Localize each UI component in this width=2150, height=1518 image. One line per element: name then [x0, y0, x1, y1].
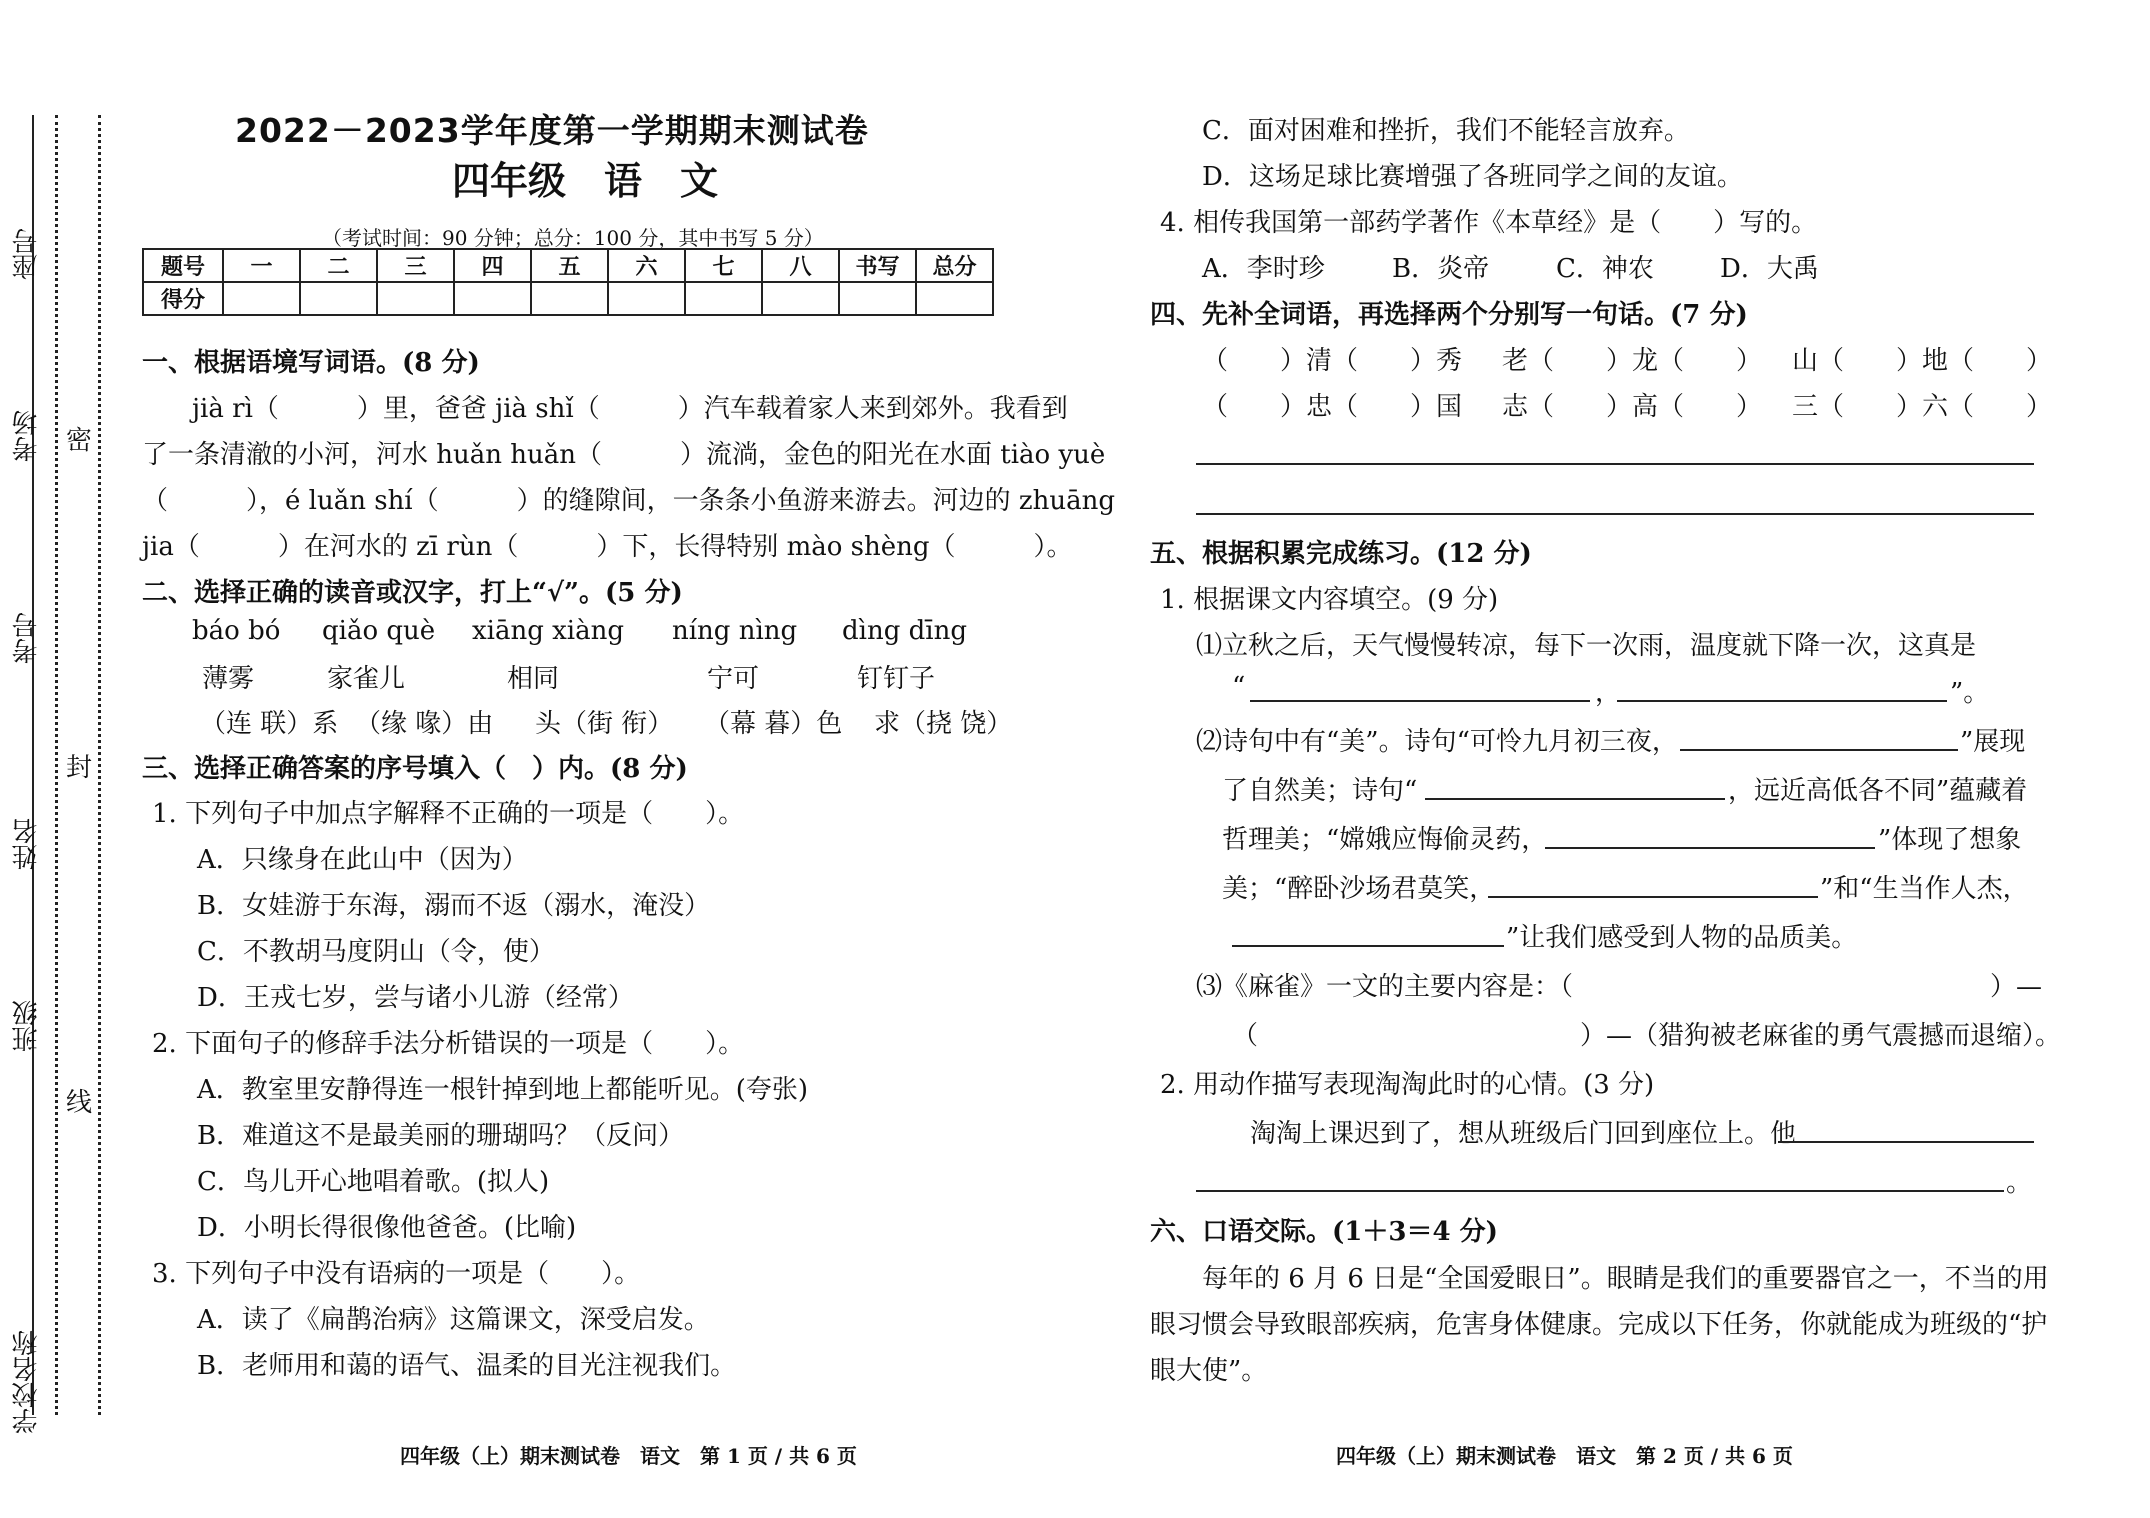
- s5-q2: 2. 用动作描写表现淘淘此时的心情。(3 分): [1160, 1070, 1655, 1100]
- s3-q3-option-c: C．面对困难和挫折，我们不能轻言放弃。: [1202, 116, 1690, 146]
- s3-q4-option-c: C．神农: [1556, 254, 1654, 284]
- exam-no-label: 考号: [12, 612, 42, 664]
- choice-3: 头（街 衔）: [535, 709, 674, 739]
- answer-line[interactable]: [1232, 945, 1504, 947]
- s3-q3-option-a: A．读了《扁鹊治病》这篇课文，深受启发。: [197, 1305, 710, 1335]
- s1-line-2: 了一条清澈的小河，河水 huǎn huǎn（ ）流淌，金色的阳光在水面 tiào yuè: [142, 440, 1106, 470]
- table-cell: 一: [223, 249, 300, 282]
- binding-rule: [32, 115, 34, 1415]
- table-cell: 二: [300, 249, 377, 282]
- binding-dotted-line-inner: [55, 115, 58, 1415]
- s3-q3-option-b: B．老师用和蔼的语气、温柔的目光注视我们。: [197, 1351, 737, 1381]
- answer-line[interactable]: [1196, 1190, 2004, 1192]
- s5-p2b-post: ，远近高低各不同”蕴藏着: [1728, 776, 2028, 806]
- s4-word-6: 三（ ）六（ ）: [1792, 392, 2053, 422]
- s5-p1-open-quote: “: [1232, 672, 1246, 702]
- s5-p2c-pre: 哲理美；“嫦娥应悔偷灵药，: [1222, 825, 1548, 855]
- s6-line-3: 眼大使”。: [1150, 1356, 1268, 1386]
- s5-p1-close: ”。: [1950, 678, 1990, 708]
- s3-q4-option-a: A．李时珍: [1202, 254, 1325, 284]
- word-5: 钉钉子: [857, 664, 936, 694]
- binding-xian: 线: [66, 1088, 93, 1118]
- s5-q2-end: 。: [2006, 1168, 2033, 1198]
- section-2-heading: 二、选择正确的读音或汉字，打上“√”。(5 分): [142, 578, 683, 608]
- answer-line[interactable]: [1617, 700, 1947, 702]
- pinyin-5: dìng dīng: [842, 616, 967, 646]
- s5-p2d-pre: 美；“醉卧沙场君莫笑，: [1222, 874, 1496, 904]
- section-3-heading: 三、选择正确答案的序号填入（ ）内。(8 分): [142, 754, 688, 784]
- table-cell: 三: [377, 249, 454, 282]
- s4-word-3: 山（ ）地（ ）: [1792, 346, 2053, 376]
- choice-4: （幕 暮）色: [704, 709, 843, 739]
- s3-q3: 3. 下列句子中没有语病的一项是（ ）。: [152, 1259, 641, 1289]
- table-cell: 六: [608, 249, 685, 282]
- s5-p2a-post: ”展现: [1960, 727, 2026, 757]
- score-table-score-row: [143, 282, 993, 315]
- table-cell: 得分: [143, 282, 223, 315]
- section-6-heading: 六、口语交际。(1＋3＝4 分): [1150, 1217, 1498, 1247]
- s4-word-4: （ ）忠（ ）国: [1202, 392, 1463, 422]
- s3-q2-option-b: B．难道这不是最美丽的珊瑚吗？（反问）: [197, 1121, 685, 1151]
- s5-p3b-start: （: [1232, 1021, 1259, 1051]
- answer-line[interactable]: [1250, 700, 1590, 702]
- score-cell[interactable]: [685, 282, 762, 315]
- word-1: 薄雾: [202, 664, 255, 694]
- table-cell: 题号: [143, 249, 223, 282]
- answer-line[interactable]: [1425, 798, 1725, 800]
- s4-word-2: 老（ ）龙（ ）: [1502, 346, 1763, 376]
- table-cell: 总分: [916, 249, 993, 282]
- binding-dotted-line-outer: [98, 115, 101, 1415]
- s5-p1-comma: ，: [1595, 678, 1622, 708]
- school-label: 学校名称: [12, 1330, 42, 1434]
- answer-line[interactable]: [1778, 1141, 2034, 1143]
- score-table: [142, 248, 994, 316]
- pinyin-3: xiāng xiàng: [472, 616, 625, 646]
- score-table-header-row: [143, 249, 993, 282]
- s3-q4-option-b: B．炎帝: [1392, 254, 1490, 284]
- s5-p2c-post: ”体现了想象: [1878, 825, 2022, 855]
- table-cell: 五: [531, 249, 608, 282]
- s3-q2-option-a: A．教室里安静得连一根针掉到地上都能听见。(夸张): [197, 1075, 809, 1105]
- s3-q4: 4. 相传我国第一部药学著作《本草经》是（ ）写的。: [1160, 208, 1818, 238]
- footer-left: 四年级（上）期末测试卷 语文 第 1 页 / 共 6 页: [400, 1444, 857, 1468]
- room-label: 考场: [12, 410, 42, 462]
- s3-q3-option-d: D．这场足球比赛增强了各班同学之间的友谊。: [1202, 162, 1743, 192]
- s5-p2e-post: ”让我们感受到人物的品质美。: [1506, 923, 1858, 953]
- score-cell[interactable]: [300, 282, 377, 315]
- s1-line-3: （ ），é luǎn shí（ ）的缝隙间，一条条小鱼游来游去。河边的 zhuāng: [142, 486, 1115, 516]
- s3-q2-option-c: C．鸟儿开心地唱着歌。(拟人): [197, 1167, 550, 1197]
- s3-q2-option-d: D．小明长得很像他爸爸。(比喻): [197, 1213, 577, 1243]
- s3-q1-option-d: D．王戎七岁，尝与诸小儿游（经常）: [197, 983, 634, 1013]
- s3-q1-option-a: A．只缘身在此山中（因为）: [197, 845, 528, 875]
- seat-label: 座号: [12, 228, 42, 280]
- sentence-line-1[interactable]: [1196, 463, 2034, 465]
- exam-subtitle: 四年级 语 文: [452, 159, 719, 203]
- score-cell[interactable]: [839, 282, 916, 315]
- table-cell: 八: [762, 249, 839, 282]
- answer-line[interactable]: [1680, 749, 1958, 751]
- s5-p2d-post: ”和“生当作人杰，: [1820, 874, 2029, 904]
- class-label: 班级: [12, 1000, 42, 1052]
- s5-p3b-end: ）—（猎狗被老麻雀的勇气震撼而退缩）。: [1580, 1021, 2062, 1051]
- s5-p3a: ⑶《麻雀》一文的主要内容是：（: [1196, 972, 1574, 1002]
- score-cell[interactable]: [531, 282, 608, 315]
- s5-p1-text: ⑴立秋之后，天气慢慢转凉，每下一次雨，温度就下降一次，这真是: [1196, 631, 1977, 661]
- s1-line-4: jia（ ）在河水的 zī rùn（ ）下，长得特别 mào shèng（ ）。: [142, 532, 1073, 562]
- word-4: 宁可: [707, 664, 760, 694]
- answer-line[interactable]: [1488, 896, 1818, 898]
- choice-5: 求（挠 饶）: [874, 709, 1013, 739]
- s4-word-5: 志（ ）高（ ）: [1502, 392, 1763, 422]
- answer-line[interactable]: [1545, 847, 1875, 849]
- exam-title: 2022－2023学年度第一学期期末测试卷: [235, 111, 869, 150]
- s5-p2a-pre: ⑵诗句中有“美”。诗句“可怜九月初三夜，: [1196, 727, 1678, 757]
- score-cell[interactable]: [916, 282, 993, 315]
- section-4-heading: 四、先补全词语，再选择两个分别写一句话。(7 分): [1150, 300, 1748, 330]
- choice-1: （连 联）系: [200, 709, 339, 739]
- section-5-heading: 五、根据积累完成练习。(12 分): [1150, 539, 1532, 569]
- binding-mi: 密: [66, 426, 93, 456]
- s6-line-1: 每年的 6 月 6 日是“全国爱眼日”。眼睛是我们的重要器官之一，不当的用: [1202, 1264, 2049, 1294]
- score-cell[interactable]: [454, 282, 531, 315]
- name-label: 姓名: [12, 818, 42, 870]
- s5-p2b-pre: 了自然美；诗句“: [1222, 776, 1418, 806]
- s3-q1-option-c: C．不教胡马度阴山（令，使）: [197, 937, 555, 967]
- pinyin-1: báo bó: [192, 616, 281, 646]
- s3-q4-option-d: D．大禹: [1720, 254, 1819, 284]
- s6-line-2: 眼习惯会导致眼部疾病，危害身体健康。完成以下任务，你就能成为班级的“护: [1150, 1310, 2048, 1340]
- s3-q1-option-b: B．女娃游于东海，溺而不返（溺水，淹没）: [197, 891, 711, 921]
- section-1-heading: 一、根据语境写词语。(8 分): [142, 348, 480, 378]
- pinyin-4: níng nìng: [672, 616, 798, 646]
- exam-note: （考试时间：90 分钟；总分：100 分，其中书写 5 分）: [322, 226, 824, 250]
- score-cell[interactable]: [762, 282, 839, 315]
- score-cell[interactable]: [377, 282, 454, 315]
- s5-p3a-end: ）—: [1990, 972, 2043, 1002]
- footer-right: 四年级（上）期末测试卷 语文 第 2 页 / 共 6 页: [1336, 1444, 1793, 1468]
- s5-q2-text: 淘淘上课迟到了，想从班级后门回到座位上。他: [1250, 1119, 1797, 1149]
- s5-q1: 1. 根据课文内容填空。(9 分): [1160, 585, 1499, 615]
- table-cell: 七: [685, 249, 762, 282]
- binding-feng: 封: [66, 753, 93, 783]
- word-3: 相同: [507, 664, 560, 694]
- choice-2: （缘 喙）由: [355, 709, 494, 739]
- pinyin-2: qiǎo què: [322, 616, 436, 646]
- score-cell[interactable]: [608, 282, 685, 315]
- score-cell[interactable]: [223, 282, 300, 315]
- s4-word-1: （ ）清（ ）秀: [1202, 346, 1463, 376]
- s1-line-1: jià rì（ ）里，爸爸 jià shǐ（ ）汽车载着家人来到郊外。我看到: [192, 394, 1068, 424]
- s3-q1: 1. 下列句子中加点字解释不正确的一项是（ ）。: [152, 799, 745, 829]
- table-cell: 四: [454, 249, 531, 282]
- table-cell: 书写: [839, 249, 916, 282]
- s3-q2: 2. 下面句子的修辞手法分析错误的一项是（ ）。: [152, 1029, 745, 1059]
- sentence-line-2[interactable]: [1196, 513, 2034, 515]
- word-2: 家雀儿: [327, 664, 406, 694]
